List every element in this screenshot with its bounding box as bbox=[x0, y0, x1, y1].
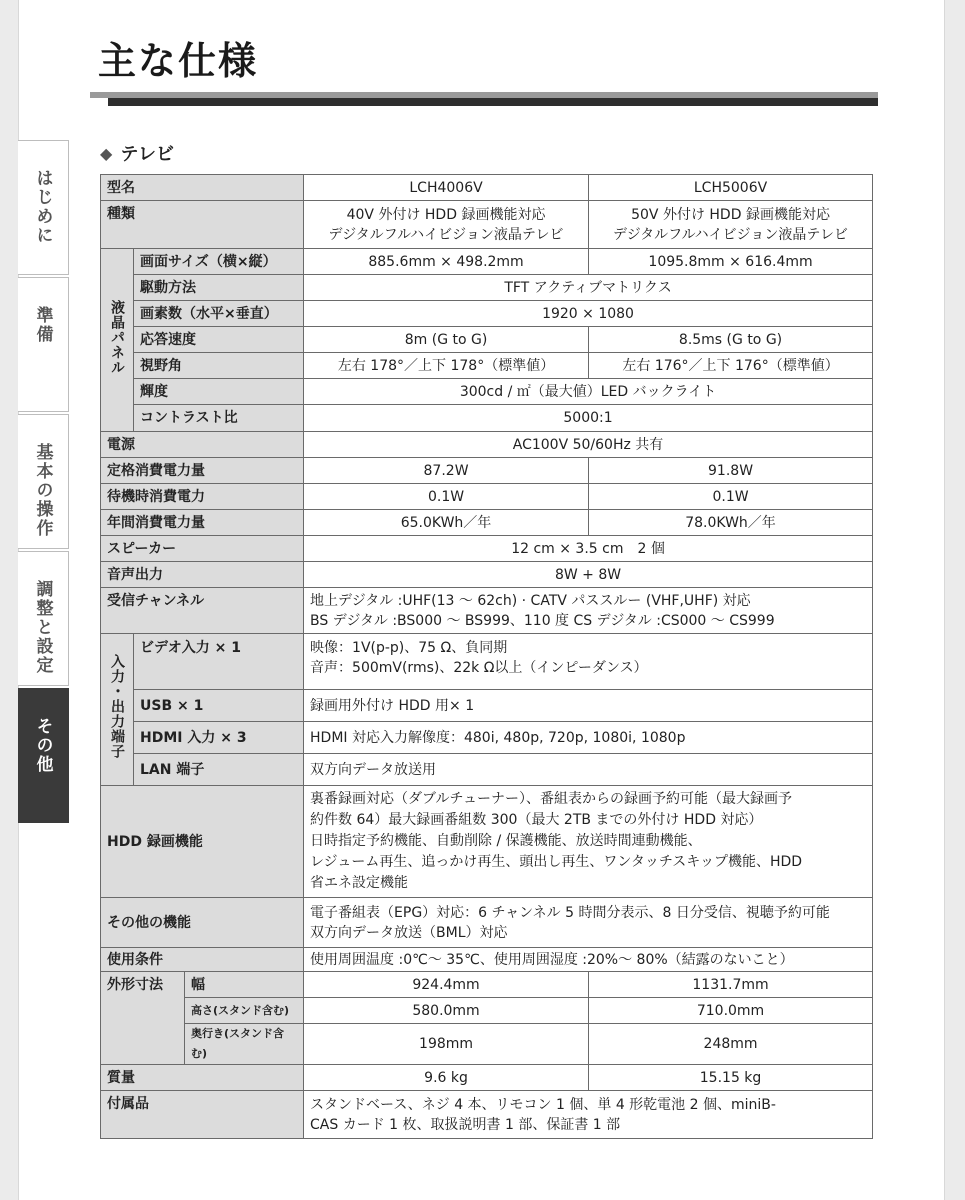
row-label: LAN 端子 bbox=[134, 754, 304, 786]
diamond-icon: ◆ bbox=[100, 143, 113, 163]
row-label: 使用条件 bbox=[101, 948, 304, 972]
table-row bbox=[101, 327, 873, 353]
value-line: 電子番組表（EPG）対応：6 チャンネル 5 時間分表示、8 日分受信、視聴予約可能 bbox=[310, 904, 830, 921]
table-row bbox=[101, 722, 873, 754]
group-label-io-terminals: 入力・出力端子 bbox=[101, 634, 134, 786]
value-cell: 1131.7mm bbox=[589, 972, 873, 998]
table-row bbox=[101, 432, 873, 458]
value-cell: 0.1W bbox=[304, 484, 589, 510]
section-title: テレビ bbox=[120, 144, 174, 165]
value-line: 地上デジタル :UHF(13 ～ 62ch) · CATV パススルー (VHF,UHF) 対応 bbox=[310, 592, 751, 609]
row-label: 待機時消費電力 bbox=[101, 484, 304, 510]
value-cell: 1095.8mm × 616.4mm bbox=[589, 249, 873, 275]
value-cell: 録画用外付け HDD 用× 1 bbox=[304, 690, 873, 722]
spec-table bbox=[100, 174, 873, 1139]
table-row bbox=[101, 562, 873, 588]
table-row bbox=[101, 301, 873, 327]
value-cell: 9.6 kg bbox=[304, 1065, 589, 1091]
row-label: 画面サイズ（横×縦） bbox=[134, 249, 304, 275]
row-label: 定格消費電力量 bbox=[101, 458, 304, 484]
value-cell: 885.6mm × 498.2mm bbox=[304, 249, 589, 275]
value-cell bbox=[304, 634, 873, 690]
value-line: スタンドベース、ネジ 4 本、リモコン 1 個、単 4 形乾電池 2 個、miniB- bbox=[310, 1096, 776, 1113]
tab-hajimeni[interactable] bbox=[18, 140, 69, 275]
row-sublabel: 高さ(スタンド含む) bbox=[185, 998, 304, 1024]
table-row bbox=[101, 1024, 873, 1065]
value-cell: 198mm bbox=[304, 1024, 589, 1065]
row-label: ビデオ入力 × 1 bbox=[134, 634, 304, 690]
table-row bbox=[101, 972, 873, 998]
value-cell: 924.4mm bbox=[304, 972, 589, 998]
tab-junbi[interactable] bbox=[18, 277, 69, 412]
row-label: HDMI 入力 × 3 bbox=[134, 722, 304, 754]
value-cell: 双方向データ放送用 bbox=[304, 754, 873, 786]
value-cell bbox=[304, 588, 873, 634]
tab-label: 準備 bbox=[32, 306, 53, 344]
table-row bbox=[101, 998, 873, 1024]
value-cell: 91.8W bbox=[589, 458, 873, 484]
table-row bbox=[101, 249, 873, 275]
row-label: 質量 bbox=[101, 1065, 304, 1091]
value-cell: 78.0KWh／年 bbox=[589, 510, 873, 536]
table-row bbox=[101, 634, 873, 690]
value-cell bbox=[304, 1091, 873, 1139]
page-edge-right bbox=[944, 0, 965, 1200]
value-cell: 8.5ms (G to G) bbox=[589, 327, 873, 353]
value-line: デジタルフルハイビジョン液晶テレビ bbox=[613, 226, 849, 243]
chapter-tabs bbox=[18, 140, 69, 825]
row-label: HDD 録画機能 bbox=[101, 786, 304, 898]
row-label: 輝度 bbox=[134, 379, 304, 405]
row-label: 付属品 bbox=[101, 1091, 304, 1139]
row-label: コントラスト比 bbox=[134, 405, 304, 432]
row-label: 外形寸法 bbox=[101, 972, 185, 1065]
tab-label: その他 bbox=[32, 717, 53, 774]
value-cell: 12 cm × 3.5 cm 2 個 bbox=[304, 536, 873, 562]
table-row bbox=[101, 353, 873, 379]
value-lch4006v: LCH4006V bbox=[304, 175, 589, 201]
page-edge-left bbox=[0, 0, 19, 1200]
title-rule-dark bbox=[108, 98, 878, 106]
value-cell: 左右 176°／上下 176°（標準値） bbox=[589, 353, 873, 379]
tab-label: 調整と設定 bbox=[32, 580, 53, 675]
section-heading bbox=[100, 140, 174, 166]
tab-other[interactable] bbox=[18, 688, 69, 823]
table-row bbox=[101, 405, 873, 432]
value-line: 約件数 64）最大録画番組数 300（最大 2TB までの外付け HDD 対応） bbox=[310, 812, 763, 828]
value-cell: 65.0KWh／年 bbox=[304, 510, 589, 536]
table-row bbox=[101, 175, 873, 201]
value-line: 映像：1V(p-p)、75 Ω、負同期 bbox=[310, 640, 508, 656]
value-cell: 87.2W bbox=[304, 458, 589, 484]
value-cell bbox=[304, 898, 873, 948]
row-label: 型名 bbox=[101, 175, 304, 201]
row-sublabel: 奥行き(スタンド含む) bbox=[185, 1024, 304, 1065]
value-line: 音声：500mV(rms)、22k Ω以上（インピーダンス） bbox=[310, 660, 648, 676]
value-cell bbox=[589, 201, 873, 249]
value-cell: 248mm bbox=[589, 1024, 873, 1065]
row-label: 種類 bbox=[101, 201, 304, 249]
value-cell: 8W + 8W bbox=[304, 562, 873, 588]
table-row bbox=[101, 458, 873, 484]
table-row bbox=[101, 275, 873, 301]
row-label: 応答速度 bbox=[134, 327, 304, 353]
value-cell: 15.15 kg bbox=[589, 1065, 873, 1091]
table-row bbox=[101, 948, 873, 972]
row-label: 画素数（水平×垂直） bbox=[134, 301, 304, 327]
value-cell: HDMI 対応入力解像度：480i, 480p, 720p, 1080i, 1080p bbox=[304, 722, 873, 754]
tab-label: はじめに bbox=[32, 169, 53, 245]
value-cell: AC100V 50/60Hz 共有 bbox=[304, 432, 873, 458]
row-label: その他の機能 bbox=[101, 898, 304, 948]
row-label: 受信チャンネル bbox=[101, 588, 304, 634]
value-cell: 580.0mm bbox=[304, 998, 589, 1024]
value-line: 50V 外付け HDD 録画機能対応 bbox=[631, 206, 830, 223]
row-label: USB × 1 bbox=[134, 690, 304, 722]
table-row bbox=[101, 898, 873, 948]
table-row bbox=[101, 1065, 873, 1091]
value-line: 双方向データ放送（BML）対応 bbox=[310, 924, 508, 941]
page-title: 主な仕様 bbox=[98, 39, 259, 83]
value-line: 40V 外付け HDD 録画機能対応 bbox=[346, 206, 546, 223]
value-cell: 5000:1 bbox=[304, 405, 873, 432]
value-line: CAS カード 1 枚、取扱説明書 1 部、保証書 1 部 bbox=[310, 1116, 621, 1133]
value-line: 省エネ設定機能 bbox=[310, 875, 409, 891]
value-line: デジタルフルハイビジョン液晶テレビ bbox=[328, 226, 564, 243]
tab-adjustment-settings[interactable] bbox=[18, 551, 69, 686]
value-line: 日時指定予約機能、自動削除 / 保護機能、放送時間連動機能、 bbox=[310, 833, 702, 849]
table-row bbox=[101, 588, 873, 634]
value-cell: TFT アクティブマトリクス bbox=[304, 275, 873, 301]
table-row bbox=[101, 786, 873, 898]
table-row bbox=[101, 379, 873, 405]
table-row bbox=[101, 536, 873, 562]
row-label: スピーカー bbox=[101, 536, 304, 562]
row-label: 視野角 bbox=[134, 353, 304, 379]
table-row bbox=[101, 510, 873, 536]
row-sublabel: 幅 bbox=[185, 972, 304, 998]
row-label: 音声出力 bbox=[101, 562, 304, 588]
group-label-lcd-panel: 液晶パネル bbox=[101, 249, 134, 432]
value-cell: 使用周囲温度 :0℃～ 35℃、使用周囲湿度 :20%～ 80%（結露のないこと） bbox=[304, 948, 873, 972]
value-cell: 8m (G to G) bbox=[304, 327, 589, 353]
row-label: 年間消費電力量 bbox=[101, 510, 304, 536]
row-label: 駆動方法 bbox=[134, 275, 304, 301]
row-label: 電源 bbox=[101, 432, 304, 458]
table-row bbox=[101, 690, 873, 722]
value-cell: 300cd / ㎡（最大値）LED バックライト bbox=[304, 379, 873, 405]
value-line: 裏番録画対応（ダブルチューナー）、番組表からの録画予約可能（最大録画予 bbox=[310, 791, 793, 807]
value-cell: 710.0mm bbox=[589, 998, 873, 1024]
table-row bbox=[101, 1091, 873, 1139]
value-line: BS デジタル :BS000 ～ BS999、110 度 CS デジタル :CS000 ～ CS999 bbox=[310, 612, 775, 629]
tab-label: 基本の操作 bbox=[32, 443, 53, 538]
tab-basic-operation[interactable] bbox=[18, 414, 69, 549]
table-row bbox=[101, 754, 873, 786]
value-cell: 0.1W bbox=[589, 484, 873, 510]
table-row bbox=[101, 484, 873, 510]
value-lch5006v: LCH5006V bbox=[589, 175, 873, 201]
table-row bbox=[101, 201, 873, 249]
value-line: レジューム再生、追っかけ再生、頭出し再生、ワンタッチスキップ機能、HDD bbox=[310, 854, 803, 870]
value-cell: 左右 178°／上下 178°（標準値） bbox=[304, 353, 589, 379]
value-cell bbox=[304, 786, 873, 898]
value-cell bbox=[304, 201, 589, 249]
value-cell: 1920 × 1080 bbox=[304, 301, 873, 327]
